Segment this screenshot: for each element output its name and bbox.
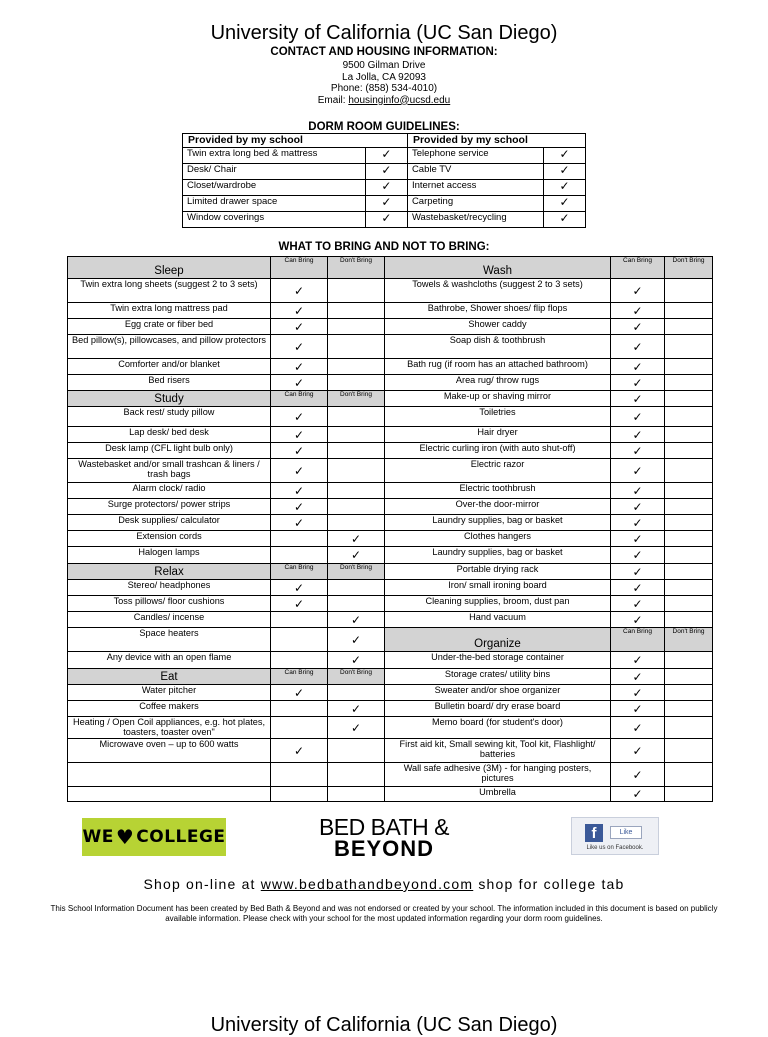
empty-cell — [665, 612, 713, 628]
check-icon: ✓ — [365, 148, 407, 164]
item-cell: Bed pillow(s), pillowcases, and pillow protectors — [68, 335, 271, 359]
check-icon: ✓ — [544, 164, 586, 180]
bring-row — [68, 652, 713, 669]
empty-cell — [271, 652, 328, 669]
guidelines-row — [183, 196, 586, 212]
bring-row — [68, 319, 713, 335]
bring-row — [68, 717, 713, 739]
item-cell: Portable drying rack — [385, 564, 611, 580]
bring-row — [68, 483, 713, 499]
check-icon: ✓ — [611, 547, 665, 564]
bring-row — [68, 763, 713, 787]
empty-cell — [328, 739, 385, 763]
check-icon: ✓ — [611, 701, 665, 717]
item-cell: Coffee makers — [68, 701, 271, 717]
shop-online-line: Shop on-line at www.bedbathandbeyond.com shop for college tab — [143, 876, 625, 892]
check-icon: ✓ — [328, 628, 385, 652]
empty-cell — [665, 564, 713, 580]
empty-cell — [665, 580, 713, 596]
bring-row — [68, 701, 713, 717]
empty-cell — [665, 669, 713, 685]
item-cell: Toss pillows/ floor cushions — [68, 596, 271, 612]
empty-cell — [328, 459, 385, 483]
column-header: Can Bring — [271, 391, 328, 407]
item-cell: Candles/ incense — [68, 612, 271, 628]
check-icon: ✓ — [271, 443, 328, 459]
check-icon: ✓ — [611, 652, 665, 669]
check-icon: ✓ — [271, 596, 328, 612]
check-icon: ✓ — [611, 499, 665, 515]
phone-line: Phone: (858) 534-4010) — [330, 83, 438, 94]
page-title: University of California (UC San Diego) — [210, 22, 558, 44]
address-line-2: La Jolla, CA 92093 — [342, 71, 426, 83]
item-cell: Clothes hangers — [385, 531, 611, 547]
empty-cell — [328, 787, 385, 802]
empty-cell — [328, 319, 385, 335]
item-cell: Twin extra long mattress pad — [68, 303, 271, 319]
item-cell: Iron/ small ironing board — [385, 580, 611, 596]
column-header: Can Bring — [611, 257, 665, 279]
check-icon: ✓ — [611, 407, 665, 427]
bring-row — [68, 580, 713, 596]
check-icon: ✓ — [271, 685, 328, 701]
empty-cell — [665, 319, 713, 335]
column-header: Don't Bring — [328, 391, 385, 407]
check-icon: ✓ — [271, 739, 328, 763]
item-cell: Extension cords — [68, 531, 271, 547]
check-icon: ✓ — [611, 375, 665, 391]
heart-icon: ♥ — [115, 825, 135, 849]
item-cell: Desk lamp (CFL light bulb only) — [68, 443, 271, 459]
empty-cell — [271, 531, 328, 547]
item-cell: Surge protectors/ power strips — [68, 499, 271, 515]
guideline-item-right: Telephone service — [407, 148, 543, 164]
item-cell: Lap desk/ bed desk — [68, 427, 271, 443]
bed-bath-beyond-logo: BED BATH & BEYOND — [318, 814, 450, 861]
bring-row — [68, 499, 713, 515]
check-icon: ✓ — [611, 515, 665, 531]
bring-row — [68, 303, 713, 319]
address-line-1: 9500 Gilman Drive — [342, 60, 426, 71]
empty-cell — [328, 335, 385, 359]
empty-cell — [665, 443, 713, 459]
bring-row — [68, 739, 713, 763]
bring-row — [68, 531, 713, 547]
check-icon: ✓ — [611, 335, 665, 359]
check-icon: ✓ — [611, 580, 665, 596]
check-icon: ✓ — [611, 427, 665, 443]
column-header: Don't Bring — [665, 628, 713, 652]
check-icon: ✓ — [271, 427, 328, 443]
guidelines-col-right: Provided by my school — [407, 134, 585, 148]
empty-cell — [328, 359, 385, 375]
email-link[interactable]: housinginfo@ucsd.edu — [348, 94, 451, 106]
item-cell: First aid kit, Small sewing kit, Tool kit, Flashlight/ batteries — [385, 739, 611, 763]
check-icon: ✓ — [365, 180, 407, 196]
check-icon: ✓ — [365, 212, 407, 228]
check-icon: ✓ — [611, 787, 665, 802]
item-cell: Make-up or shaving mirror — [385, 391, 611, 407]
empty-cell — [665, 787, 713, 802]
item-cell: Bed risers — [68, 375, 271, 391]
item-cell: Toiletries — [385, 407, 611, 427]
guidelines-col-left: Provided by my school — [183, 134, 408, 148]
item-cell: Memo board (for student's door) — [385, 717, 611, 739]
guideline-item-right: Wastebasket/recycling — [407, 212, 543, 228]
empty-cell — [665, 335, 713, 359]
check-icon: ✓ — [611, 531, 665, 547]
check-icon: ✓ — [365, 164, 407, 180]
guideline-item-left: Twin extra long bed & mattress — [183, 148, 366, 164]
check-icon: ✓ — [544, 180, 586, 196]
guidelines-row — [183, 164, 586, 180]
item-cell: Egg crate or fiber bed — [68, 319, 271, 335]
empty-cell — [328, 279, 385, 303]
check-icon: ✓ — [271, 483, 328, 499]
disclaimer-text: This School Information Document has been created by Bed Bath & Beyond and was not endorsed or created by your school. The information included in this document is based on publicly available information. Please check with your school for the most updated information regarding your dorm room guidelines. — [50, 904, 718, 923]
check-icon: ✓ — [271, 279, 328, 303]
section-header: Relax — [68, 564, 271, 580]
item-cell: Cleaning supplies, broom, dust pan — [385, 596, 611, 612]
bring-row — [68, 407, 713, 427]
check-icon: ✓ — [611, 319, 665, 335]
bring-row — [68, 564, 713, 580]
check-icon: ✓ — [611, 669, 665, 685]
check-icon: ✓ — [544, 196, 586, 212]
empty-cell — [328, 763, 385, 787]
empty-cell — [665, 483, 713, 499]
empty-cell — [665, 279, 713, 303]
empty-cell — [665, 391, 713, 407]
check-icon: ✓ — [328, 531, 385, 547]
email-label: Email: — [317, 94, 349, 106]
facebook-caption: Like us on Facebook. — [586, 845, 644, 851]
item-cell: Comforter and/or blanket — [68, 359, 271, 375]
item-cell: Alarm clock/ radio — [68, 483, 271, 499]
bring-row — [68, 257, 713, 279]
check-icon: ✓ — [328, 612, 385, 628]
section-header: Wash — [385, 257, 611, 279]
bring-row — [68, 547, 713, 564]
empty-cell — [328, 499, 385, 515]
like-button[interactable]: Like — [610, 826, 642, 839]
item-cell: Microwave oven – up to 600 watts — [68, 739, 271, 763]
guidelines-row — [183, 212, 586, 228]
check-icon: ✓ — [611, 391, 665, 407]
bring-row — [68, 459, 713, 483]
item-cell: Wastebasket and/or small trashcan & liners / trash bags — [68, 459, 271, 483]
item-cell: Over-the door-mirror — [385, 499, 611, 515]
bring-row — [68, 375, 713, 391]
check-icon: ✓ — [544, 148, 586, 164]
item-cell: Stereo/ headphones — [68, 580, 271, 596]
email-line — [0, 95, 768, 107]
empty-cell — [665, 701, 713, 717]
item-cell: Any device with an open flame — [68, 652, 271, 669]
empty-cell — [665, 763, 713, 787]
empty-cell — [328, 515, 385, 531]
section-header: Sleep — [68, 257, 271, 279]
item-cell: Halogen lamps — [68, 547, 271, 564]
item-cell: Laundry supplies, bag or basket — [385, 547, 611, 564]
guideline-item-left: Limited drawer space — [183, 196, 366, 212]
guidelines-row — [183, 148, 586, 164]
check-icon: ✓ — [611, 303, 665, 319]
empty-cell — [665, 739, 713, 763]
empty-cell — [665, 359, 713, 375]
empty-cell — [328, 596, 385, 612]
item-cell: Hand vacuum — [385, 612, 611, 628]
check-icon: ✓ — [271, 515, 328, 531]
item-cell: Wall safe adhesive (3M) - for hanging posters, pictures — [385, 763, 611, 787]
column-header: Can Bring — [271, 669, 328, 685]
item-cell: Desk supplies/ calculator — [68, 515, 271, 531]
check-icon: ✓ — [611, 443, 665, 459]
empty-cell — [328, 427, 385, 443]
check-icon: ✓ — [365, 196, 407, 212]
empty-cell — [328, 303, 385, 319]
section-header: Eat — [68, 669, 271, 685]
contact-heading: CONTACT AND HOUSING INFORMATION: — [270, 46, 498, 58]
empty-cell — [328, 375, 385, 391]
guidelines-row — [183, 180, 586, 196]
bring-row — [68, 685, 713, 701]
we-love-college-logo: WE ♥ COLLEGE — [82, 818, 226, 856]
empty-cell — [665, 515, 713, 531]
guideline-item-left: Closet/wardrobe — [183, 180, 366, 196]
item-cell: Space heaters — [68, 628, 271, 652]
empty-cell — [328, 685, 385, 701]
item-cell: Shower caddy — [385, 319, 611, 335]
empty-cell — [271, 612, 328, 628]
item-cell: Umbrella — [385, 787, 611, 802]
facebook-icon: f — [585, 824, 603, 842]
bring-row — [68, 279, 713, 303]
facebook-like-badge[interactable] — [571, 817, 659, 855]
empty-cell — [665, 685, 713, 701]
check-icon: ✓ — [611, 612, 665, 628]
check-icon: ✓ — [611, 717, 665, 739]
column-header: Don't Bring — [665, 257, 713, 279]
empty-cell — [665, 547, 713, 564]
item-cell: Electric toothbrush — [385, 483, 611, 499]
empty-cell — [665, 596, 713, 612]
item-cell: Back rest/ study pillow — [68, 407, 271, 427]
empty-cell — [665, 717, 713, 739]
guideline-item-right: Internet access — [407, 180, 543, 196]
column-header: Don't Bring — [328, 669, 385, 685]
empty-cell — [271, 628, 328, 652]
bring-heading: WHAT TO BRING AND NOT TO BRING: — [278, 241, 490, 253]
check-icon: ✓ — [271, 407, 328, 427]
bring-row — [68, 669, 713, 685]
bring-row — [68, 515, 713, 531]
check-icon: ✓ — [611, 483, 665, 499]
item-cell: Water pitcher — [68, 685, 271, 701]
empty-cell — [328, 483, 385, 499]
empty-cell — [328, 443, 385, 459]
check-icon: ✓ — [271, 303, 328, 319]
guidelines-heading: DORM ROOM GUIDELINES: — [308, 121, 460, 133]
empty-cell — [271, 763, 328, 787]
empty-cell — [665, 499, 713, 515]
empty-cell — [665, 407, 713, 427]
empty-cell — [665, 459, 713, 483]
bring-row — [68, 427, 713, 443]
empty-cell — [271, 701, 328, 717]
empty-cell — [665, 303, 713, 319]
check-icon: ✓ — [544, 212, 586, 228]
item-cell: Bath rug (if room has an attached bathroom) — [385, 359, 611, 375]
item-cell: Under-the-bed storage container — [385, 652, 611, 669]
guidelines-table — [182, 133, 586, 228]
check-icon: ✓ — [611, 763, 665, 787]
check-icon: ✓ — [328, 652, 385, 669]
empty-cell — [328, 407, 385, 427]
bring-row — [68, 612, 713, 628]
check-icon: ✓ — [611, 739, 665, 763]
item-cell: Twin extra long sheets (suggest 2 to 3 sets) — [68, 279, 271, 303]
check-icon: ✓ — [271, 375, 328, 391]
item-cell: Sweater and/or shoe organizer — [385, 685, 611, 701]
contact-block — [0, 60, 768, 106]
column-header: Can Bring — [271, 257, 328, 279]
item-cell: Laundry supplies, bag or basket — [385, 515, 611, 531]
check-icon: ✓ — [328, 547, 385, 564]
guideline-item-left: Desk/ Chair — [183, 164, 366, 180]
section-header: Study — [68, 391, 271, 407]
check-icon: ✓ — [611, 459, 665, 483]
column-header: Don't Bring — [328, 257, 385, 279]
column-header: Can Bring — [611, 628, 665, 652]
bring-row — [68, 628, 713, 652]
check-icon: ✓ — [611, 359, 665, 375]
check-icon: ✓ — [271, 359, 328, 375]
bring-row — [68, 787, 713, 802]
item-cell: Bulletin board/ dry erase board — [385, 701, 611, 717]
check-icon: ✓ — [271, 499, 328, 515]
bring-row — [68, 359, 713, 375]
shop-url-link[interactable]: www.bedbathandbeyond.com — [260, 876, 474, 892]
item-cell: Towels & washcloths (suggest 2 to 3 sets) — [385, 279, 611, 303]
bring-table — [67, 256, 713, 802]
check-icon: ✓ — [611, 685, 665, 701]
empty-cell — [271, 787, 328, 802]
empty-cell — [665, 427, 713, 443]
item-cell: Electric razor — [385, 459, 611, 483]
check-icon: ✓ — [611, 596, 665, 612]
item-cell: Soap dish & toothbrush — [385, 335, 611, 359]
empty-cell — [665, 531, 713, 547]
check-icon: ✓ — [611, 279, 665, 303]
column-header: Can Bring — [271, 564, 328, 580]
guideline-item-left: Window coverings — [183, 212, 366, 228]
check-icon: ✓ — [611, 564, 665, 580]
item-cell: Storage crates/ utility bins — [385, 669, 611, 685]
empty-cell — [68, 763, 271, 787]
column-header: Don't Bring — [328, 564, 385, 580]
empty-cell — [665, 652, 713, 669]
item-cell: Bathrobe, Shower shoes/ flip flops — [385, 303, 611, 319]
bring-row — [68, 443, 713, 459]
next-page-title: University of California (UC San Diego) — [210, 1014, 558, 1036]
bring-row — [68, 335, 713, 359]
guideline-item-right: Carpeting — [407, 196, 543, 212]
guideline-item-right: Cable TV — [407, 164, 543, 180]
empty-cell — [271, 547, 328, 564]
empty-cell — [665, 375, 713, 391]
item-cell: Heating / Open Coil appliances, e.g. hot plates, toasters, toaster oven" — [68, 717, 271, 739]
check-icon: ✓ — [271, 580, 328, 596]
bring-row — [68, 391, 713, 407]
check-icon: ✓ — [271, 319, 328, 335]
check-icon: ✓ — [271, 459, 328, 483]
check-icon: ✓ — [328, 717, 385, 739]
check-icon: ✓ — [271, 335, 328, 359]
check-icon: ✓ — [328, 701, 385, 717]
item-cell: Electric curling iron (with auto shut-off) — [385, 443, 611, 459]
empty-cell — [68, 787, 271, 802]
empty-cell — [271, 717, 328, 739]
bring-row — [68, 596, 713, 612]
item-cell: Hair dryer — [385, 427, 611, 443]
item-cell: Area rug/ throw rugs — [385, 375, 611, 391]
empty-cell — [328, 580, 385, 596]
section-header: Organize — [385, 628, 611, 652]
